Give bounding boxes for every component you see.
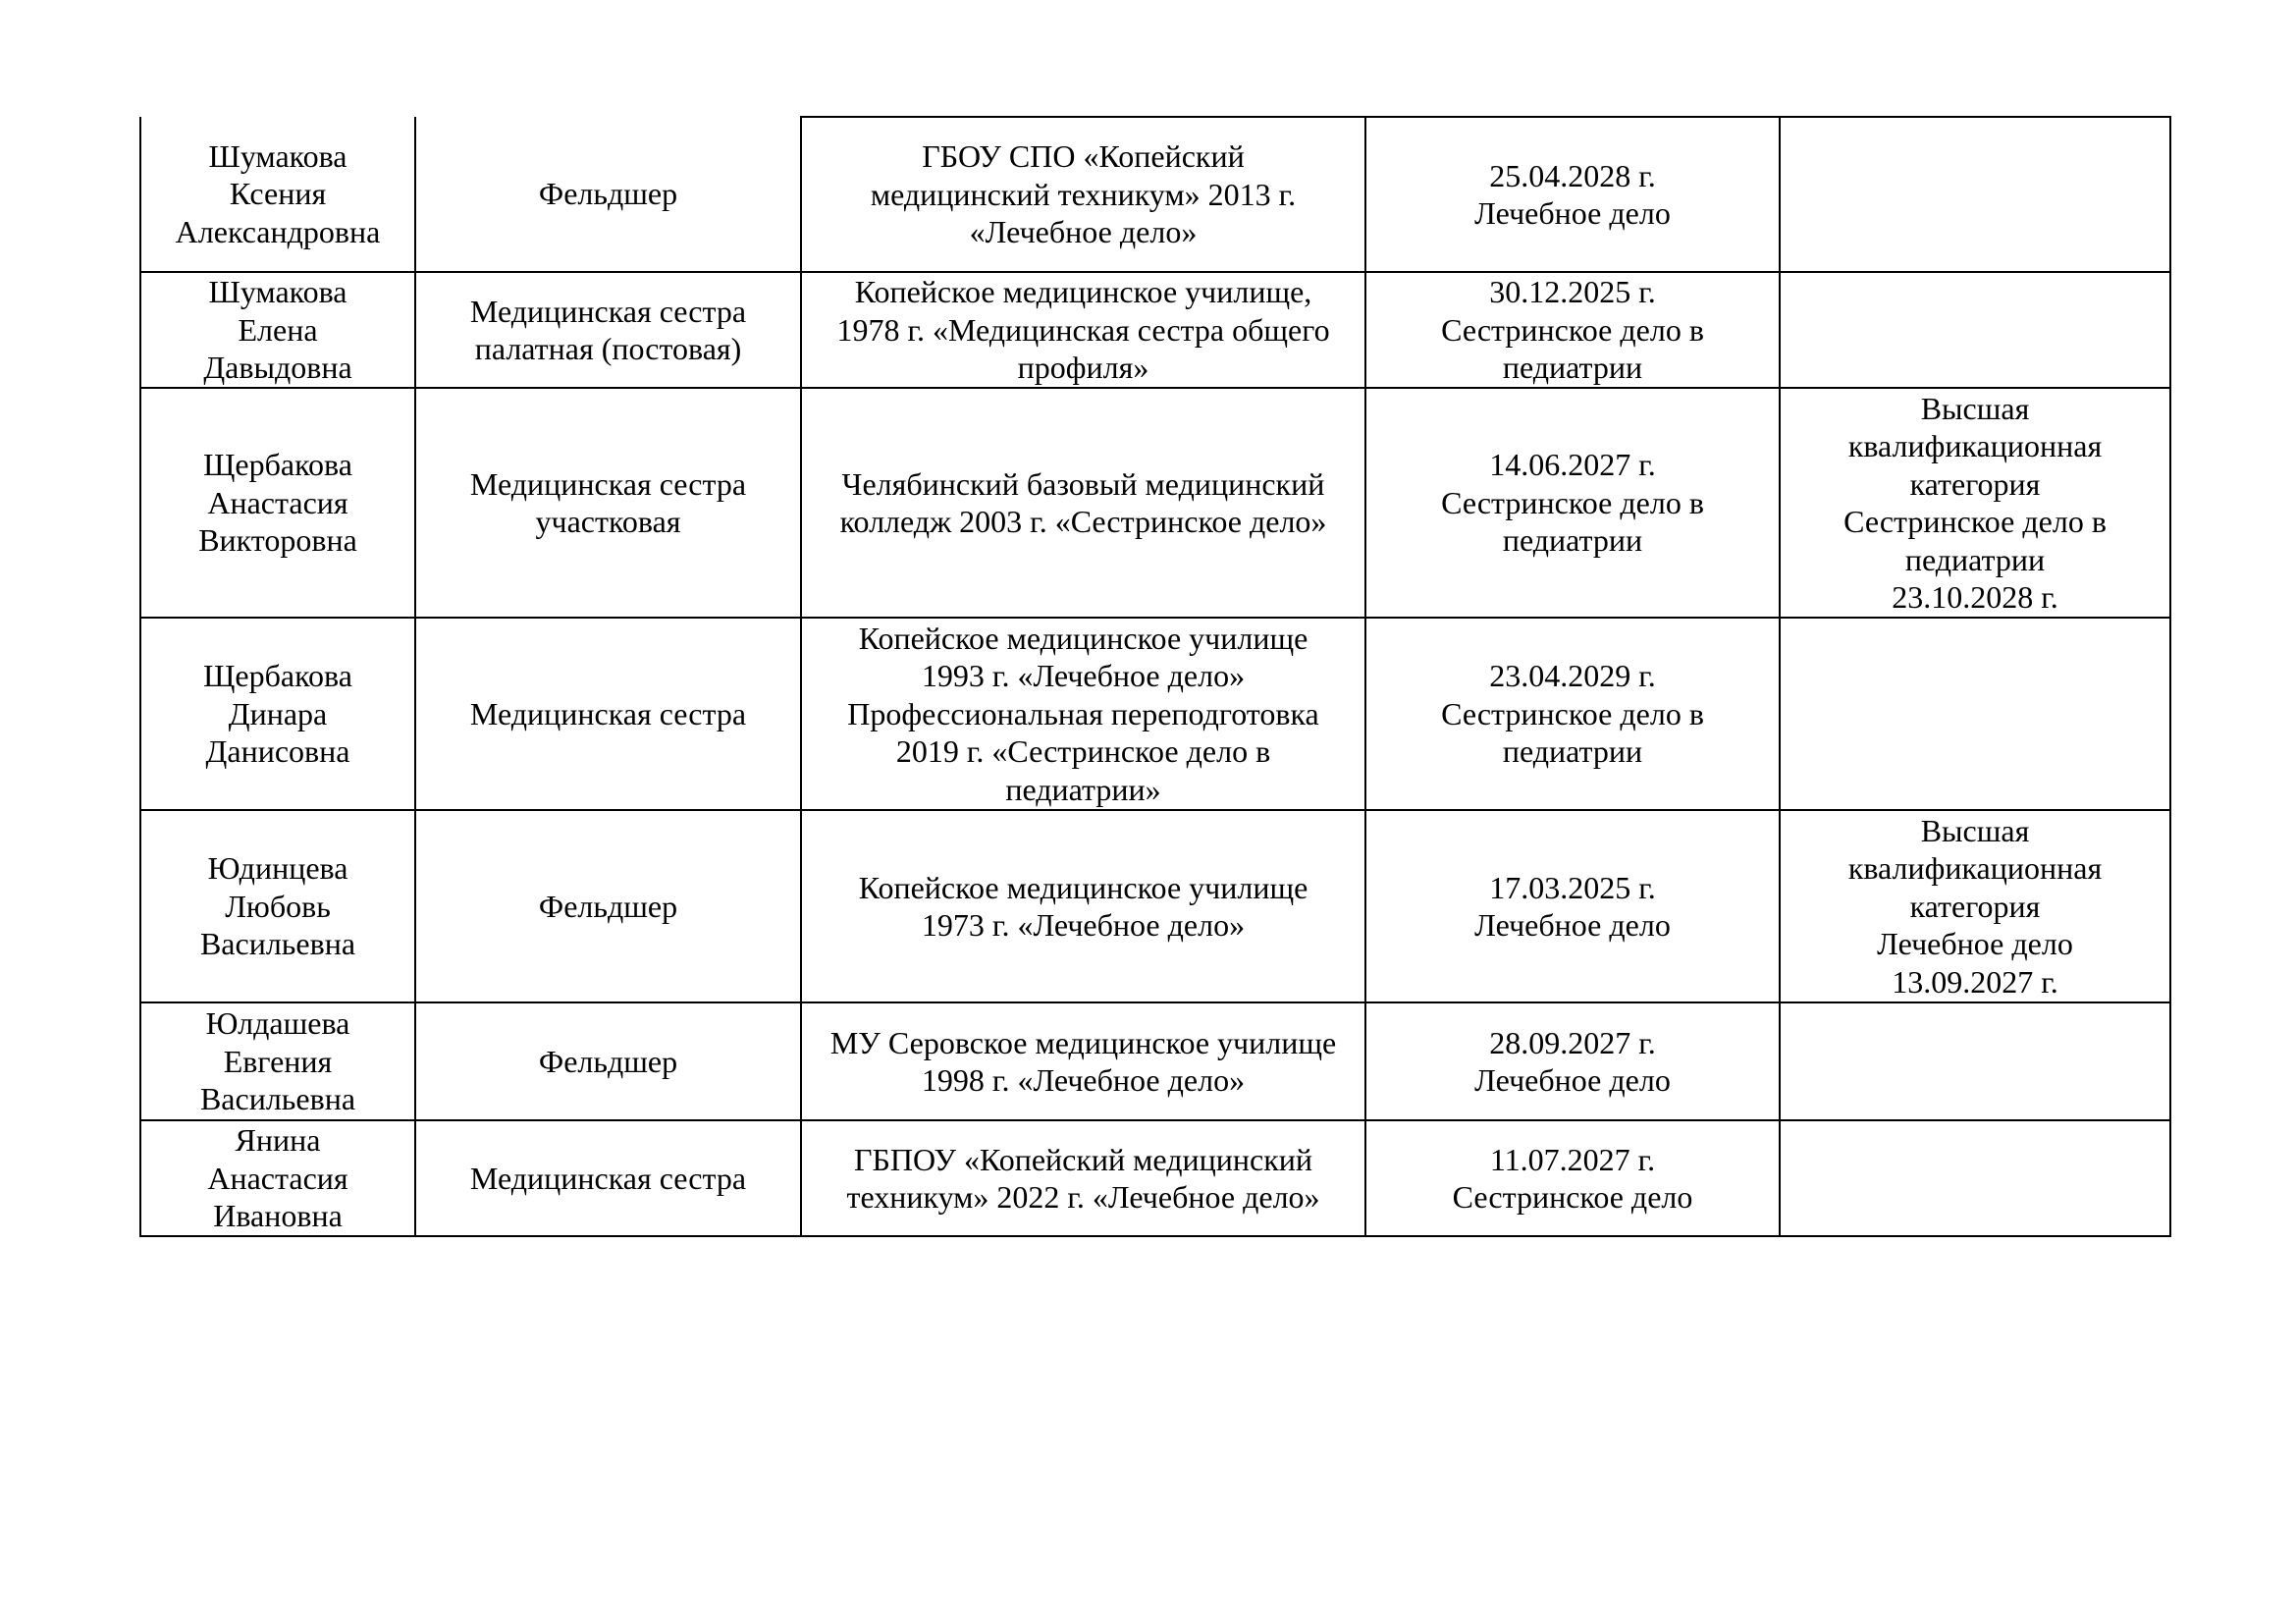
position-cell: Фельдшер: [415, 810, 801, 1002]
accreditation-cell: 28.09.2027 г. Лечебное дело: [1365, 1002, 1780, 1120]
accreditation-cell: 30.12.2025 г. Сестринское дело в педиатрии: [1365, 272, 1780, 388]
education-cell: Копейское медицинское училище 1973 г. «Лечебное дело»: [801, 810, 1365, 1002]
table-row: [140, 810, 2170, 1002]
qualification-category-cell: Высшая квалификационная категория Сестринское дело в педиатрии 23.10.2028 г.: [1780, 388, 2170, 618]
table-row: [140, 1120, 2170, 1236]
education-cell: Копейское медицинское училище, 1978 г. «Медицинская сестра общего профиля»: [801, 272, 1365, 388]
table-row: [140, 1002, 2170, 1120]
employee-name-cell: Шумакова Ксения Александровна: [140, 117, 415, 272]
accreditation-cell: 14.06.2027 г. Сестринское дело в педиатрии: [1365, 388, 1780, 618]
accreditation-cell: 17.03.2025 г. Лечебное дело: [1365, 810, 1780, 1002]
education-cell: МУ Серовское медицинское училище 1998 г. «Лечебное дело»: [801, 1002, 1365, 1120]
employee-name-cell: Шумакова Елена Давыдовна: [140, 272, 415, 388]
position-cell: Медицинская сестра: [415, 618, 801, 810]
qualification-category-cell: [1780, 1002, 2170, 1120]
education-cell: ГБПОУ «Копейский медицинский техникум» 2022 г. «Лечебное дело»: [801, 1120, 1365, 1236]
table-row: [140, 272, 2170, 388]
table-row: [140, 388, 2170, 618]
education-cell: ГБОУ СПО «Копейский медицинский техникум» 2013 г. «Лечебное дело»: [801, 117, 1365, 272]
employee-name-cell: Юдинцева Любовь Васильевна: [140, 810, 415, 1002]
accreditation-cell: 25.04.2028 г. Лечебное дело: [1365, 117, 1780, 272]
position-cell: Медицинская сестра участковая: [415, 388, 801, 618]
education-cell: Копейское медицинское училище 1993 г. «Лечебное дело» Профессиональная переподготовка 2019 г. «Сестринское дело в педиатрии»: [801, 618, 1365, 810]
position-cell: Медицинская сестра: [415, 1120, 801, 1236]
qualification-category-cell: [1780, 1120, 2170, 1236]
employee-name-cell: Юлдашева Евгения Васильевна: [140, 1002, 415, 1120]
position-cell: Фельдшер: [415, 117, 801, 272]
employee-name-cell: Янина Анастасия Ивановна: [140, 1120, 415, 1236]
qualification-category-cell: Высшая квалификационная категория Лечебное дело 13.09.2027 г.: [1780, 810, 2170, 1002]
qualification-category-cell: [1780, 117, 2170, 272]
employee-name-cell: Щербакова Динара Данисовна: [140, 618, 415, 810]
table-row: [140, 117, 2170, 272]
table-row: [140, 618, 2170, 810]
position-cell: Медицинская сестра палатная (постовая): [415, 272, 801, 388]
accreditation-cell: 11.07.2027 г. Сестринское дело: [1365, 1120, 1780, 1236]
staff-table: [139, 116, 2171, 1237]
employee-name-cell: Щербакова Анастасия Викторовна: [140, 388, 415, 618]
accreditation-cell: 23.04.2029 г. Сестринское дело в педиатрии: [1365, 618, 1780, 810]
education-cell: Челябинский базовый медицинский колледж 2003 г. «Сестринское дело»: [801, 388, 1365, 618]
qualification-category-cell: [1780, 618, 2170, 810]
qualification-category-cell: [1780, 272, 2170, 388]
position-cell: Фельдшер: [415, 1002, 801, 1120]
